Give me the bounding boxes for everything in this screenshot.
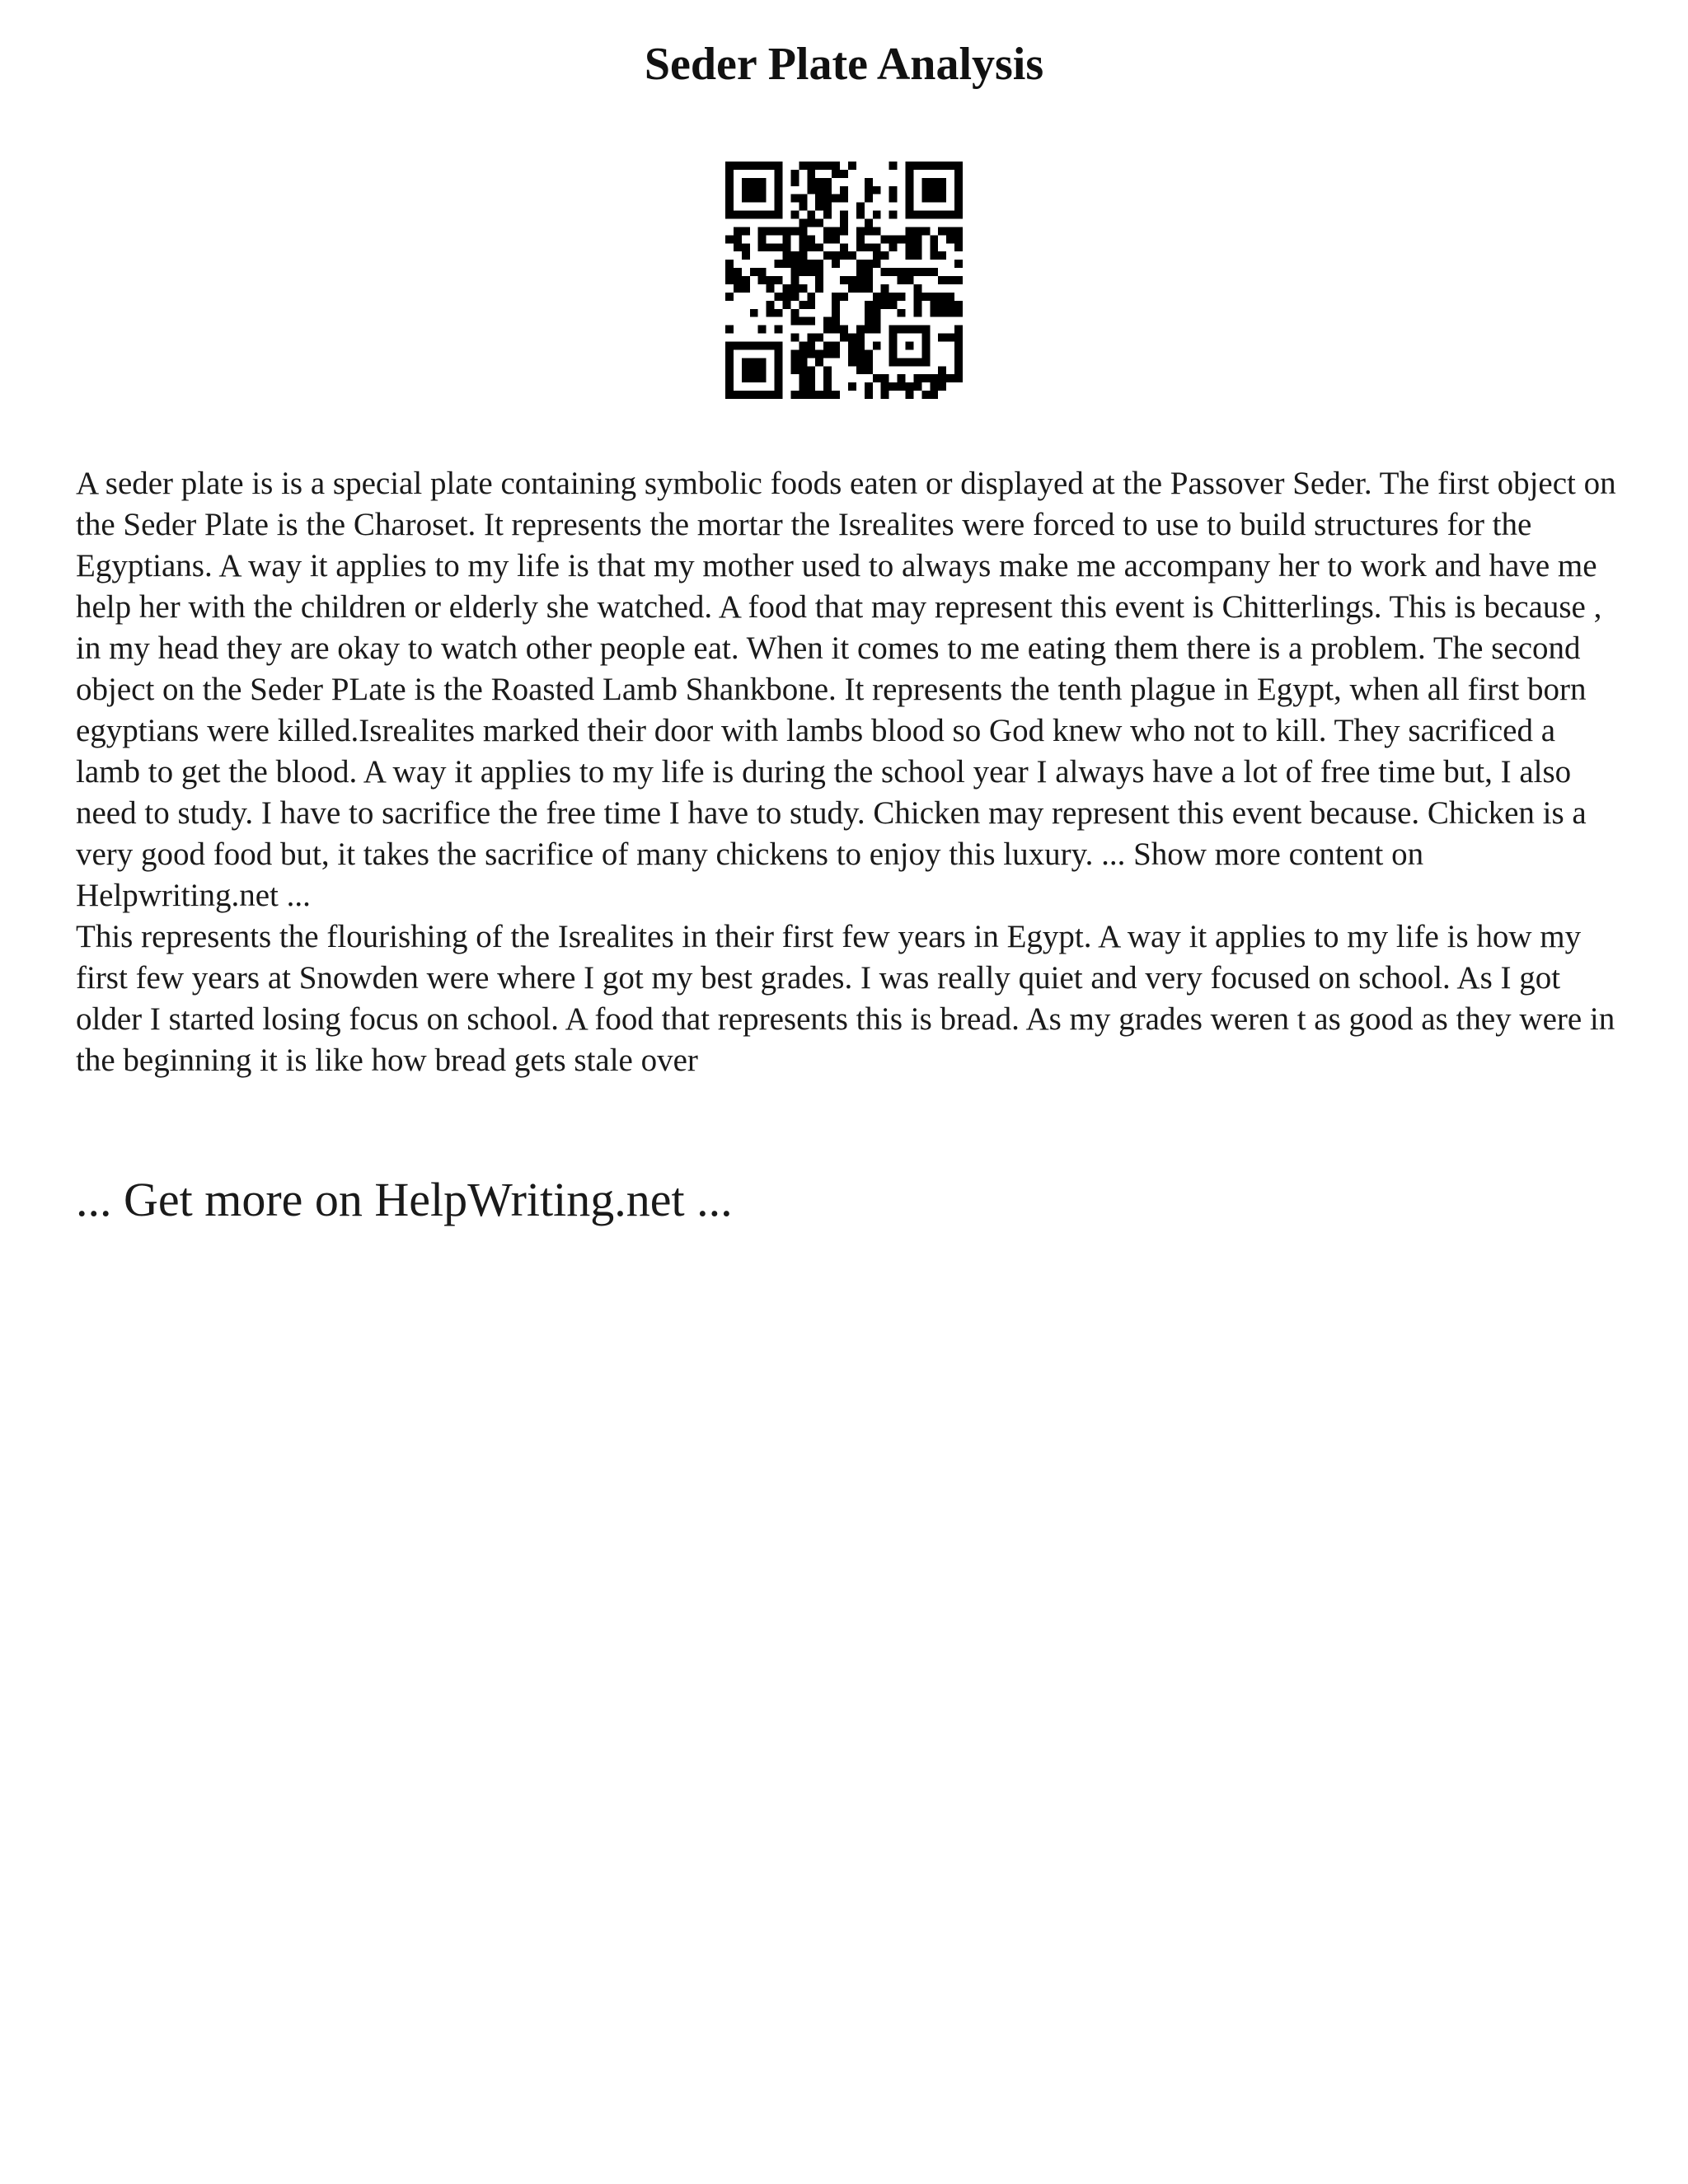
get-more-link[interactable]: ... Get more on HelpWriting.net ...: [76, 1173, 733, 1226]
paragraph-2: This represents the flourishing of the Isrealites in their first few years in Egypt. A way it applies to my life is how my first few years at Snowden were where I got my best grades. I was really quiet and very focused on school. As I got older I started losing focus on school. A food that represents this is bread. As my grades weren t as good as they were in the beginning it is like how bread gets stale over: [76, 919, 1615, 1078]
qr-code-icon: [725, 162, 963, 399]
page-title: Seder Plate Analysis: [644, 39, 1044, 90]
qr-code-graphic: [725, 162, 963, 399]
article-body: [76, 463, 1625, 1081]
paragraph-1: A seder plate is is a special plate containing symbolic foods eaten or displayed at the Passover Seder. The first object on the Seder Plate is the Charoset. It represents the mortar the Isrealites were forced to use to build structures for the Egyptians. A way it applies to my life is that my mother used to always make me accompany her to work and have me help her with the children or elderly she watched. A food that may represent this event is Chitterlings. This is because , in my head they are okay to watch other people eat. When it comes to me eating them there is a problem. The second object on the Seder PLate is the Roasted Lamb Shankbone. It represents the tenth plague in Egypt, when all first born egyptians were killed.Isrealites marked their door with lambs blood so God knew who not to kill. They sacrificed a lamb to get the blood. A way it applies to my life is during the school year I always have a lot of free time but, I also need to study. I have to sacrifice the free time I have to study. Chicken may represent this event because. Chicken is a very good food but, it takes the sacrifice of many chickens to enjoy this luxury. ... Show more content on Helpwriting.net ...: [76, 466, 1616, 913]
